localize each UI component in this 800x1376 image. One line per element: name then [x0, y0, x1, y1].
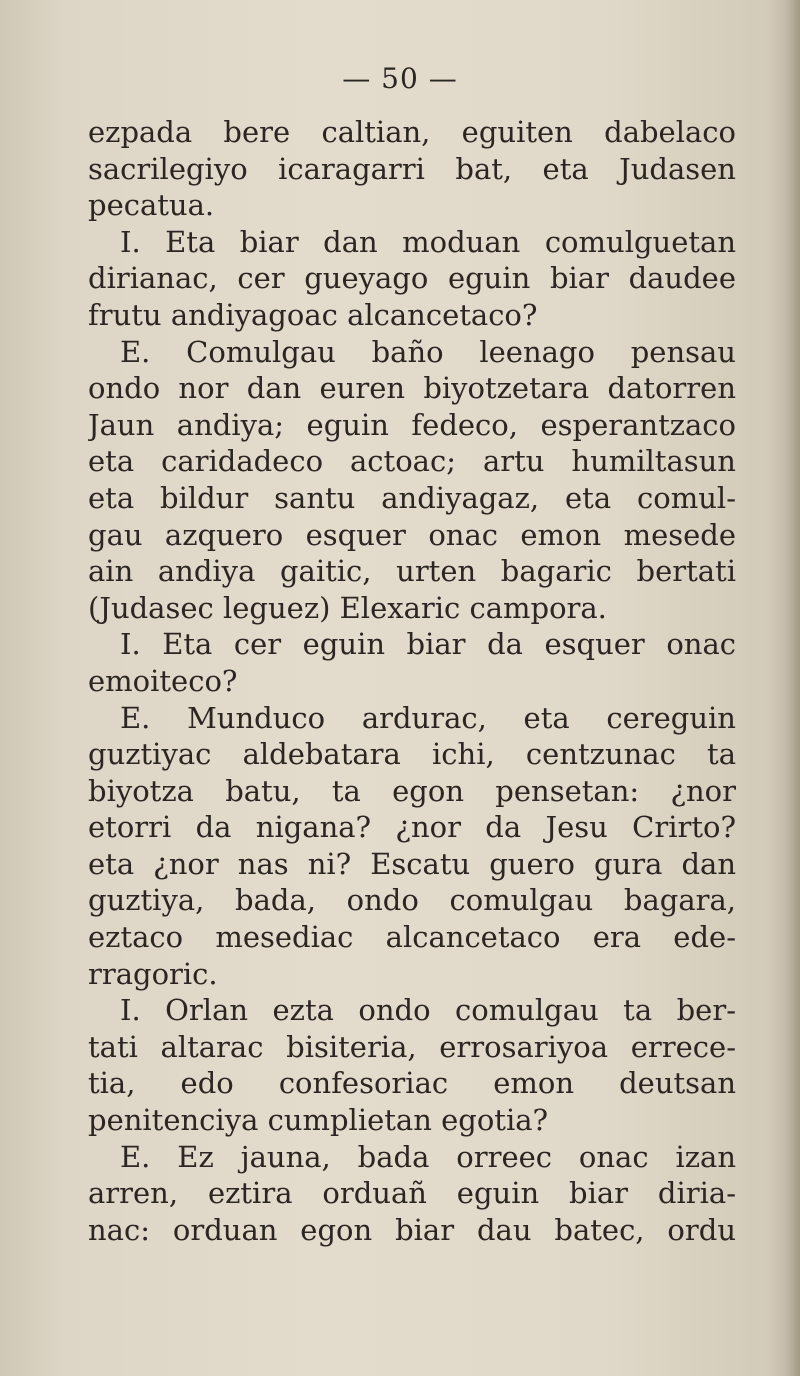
text-line: Jaun andiya; eguin fedeco, esperantzaco: [88, 407, 736, 442]
body-text: [88, 114, 736, 1248]
text-line: pecatua.: [88, 188, 215, 223]
text-line: etorri da nigana? ¿nor da Jesu Crirto?: [88, 810, 736, 845]
text-line: biyotza batu, ta egon pensetan: ¿nor: [88, 773, 736, 808]
text-line: ondo nor dan euren biyotzetara datorren: [88, 371, 736, 406]
text-line: penitenciya cumplietan egotia?: [88, 1103, 549, 1138]
text-line: I. Eta cer eguin biar da esquer onac: [120, 627, 736, 662]
text-line: ain andiya gaitic, urten bagaric bertati: [88, 554, 736, 589]
text-line: nac: orduan egon biar dau batec, ordu: [88, 1212, 736, 1247]
text-line: guztiya, bada, ondo comulgau bagara,: [88, 883, 736, 918]
text-line: emoiteco?: [88, 663, 238, 698]
text-line: eta bildur santu andiyagaz, eta comul-: [88, 480, 736, 515]
text-line: eta ¿nor nas ni? Escatu guero gura dan: [88, 846, 736, 881]
text-line: tia, edo confesoriac emon deutsan: [88, 1066, 736, 1101]
text-line: ezpada bere caltian, eguiten dabelaco: [88, 115, 736, 149]
text-line: (Judasec leguez) Elexaric campora.: [88, 590, 607, 625]
page-number: — 50 —: [342, 62, 458, 95]
text-line: guztiyac aldebatara ichi, centzunac ta: [88, 737, 736, 772]
text-line: tati altarac bisiteria, errosariyoa errece-: [88, 1029, 736, 1064]
text-line: arren, eztira orduañ eguin biar diria-: [88, 1176, 736, 1211]
text-line: eta caridadeco actoac; artu humiltasun: [88, 444, 736, 479]
text-line: eztaco mesediac alcancetaco era ede-: [88, 920, 736, 955]
text-line: I. Eta biar dan moduan comulguetan: [120, 224, 736, 259]
text-line: E. Comulgau baño leenago pensau: [120, 334, 736, 369]
text-line: I. Orlan ezta ondo comulgau ta ber-: [120, 993, 736, 1028]
text-line: E. Munduco ardurac, eta cereguin: [120, 700, 736, 735]
text-line: sacrilegiyo icaragarri bat, eta Judasen: [88, 151, 736, 186]
text-line: dirianac, cer gueyago eguin biar daudee: [88, 261, 736, 296]
text-line: gau azquero esquer onac emon mesede: [88, 517, 736, 552]
text-line: rragoric.: [88, 956, 218, 991]
text-line: E. Ez jauna, bada orreec onac izan: [120, 1139, 736, 1174]
text-line: frutu andiyagoac alcancetaco?: [88, 297, 538, 332]
